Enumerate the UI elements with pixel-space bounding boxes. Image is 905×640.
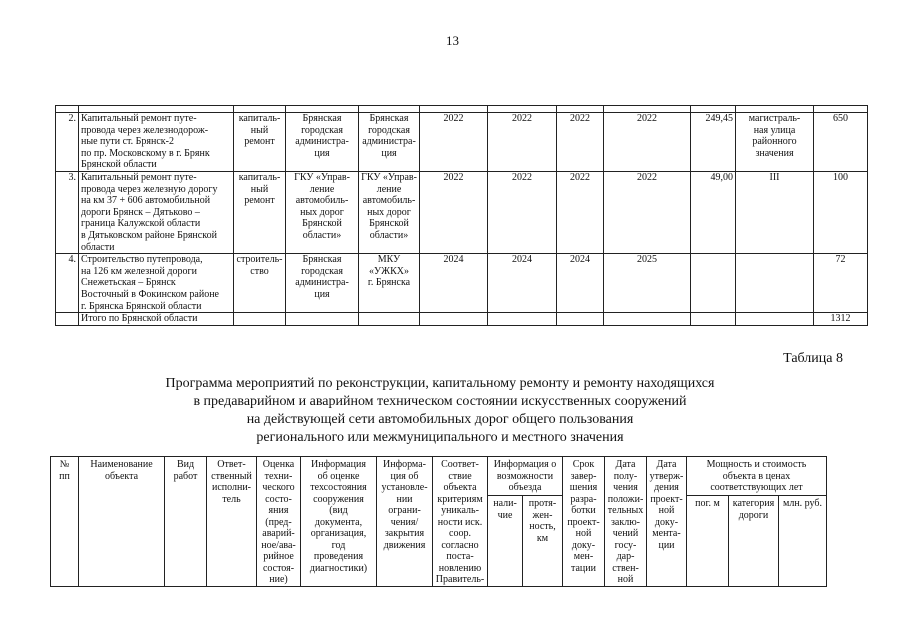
- customer: МКУ «УЖКХ» г. Брянска: [359, 254, 420, 313]
- empty-cell: [79, 106, 234, 113]
- empty-cell: [736, 313, 814, 326]
- year-cell: 2022: [488, 171, 557, 253]
- empty-cell: [691, 313, 736, 326]
- header-design-deadline: Срок завер- шения разра- ботки проект- ной доку- мен- тации: [563, 457, 605, 587]
- program-table: [50, 456, 827, 587]
- header-approval-date: Дата утверж- дения проект- ной доку- мента- ции: [647, 457, 687, 587]
- empty-cell: [56, 313, 79, 326]
- empty-cell: [736, 106, 814, 113]
- work-type: капиталь- ный ремонт: [234, 113, 286, 172]
- year-cell: 2024: [420, 254, 488, 313]
- cost-value: 72: [814, 254, 868, 313]
- cost-value: 650: [814, 113, 868, 172]
- header-bypass-length: протя- жен- ность, км: [523, 496, 563, 587]
- empty-cell: [286, 106, 359, 113]
- header-capacity-length: пог. м: [687, 496, 729, 587]
- length-value: [691, 254, 736, 313]
- header-capacity-category: категория дороги: [729, 496, 779, 587]
- object-name: Строительство путепровода, на 126 км железной дороги Снежетьская – Брянск Восточный в Фокинском районе г. Брянска Брянской области: [79, 254, 234, 313]
- length-value: 249,45: [691, 113, 736, 172]
- empty-cell: [420, 106, 488, 113]
- length-value: 49,00: [691, 171, 736, 253]
- table-caption: Таблица 8: [783, 351, 843, 366]
- empty-cell: [557, 313, 604, 326]
- cost-value: 100: [814, 171, 868, 253]
- header-bypass: Информация о возможности объезда: [488, 457, 563, 496]
- total-label: Итого по Брянской области: [79, 313, 234, 326]
- total-value: 1312: [814, 313, 868, 326]
- heading-line: в предаварийном и аварийном техническом состоянии искусственных сооружений: [193, 394, 687, 409]
- empty-cell: [420, 313, 488, 326]
- objects-table: [55, 105, 868, 326]
- table-row: [56, 113, 868, 172]
- customer: Брянская городская администра- ция: [359, 113, 420, 172]
- empty-cell: [557, 106, 604, 113]
- year-cell: 2022: [488, 113, 557, 172]
- object-name: Капитальный ремонт путе- провода через железнодорож- ные пути ст. Брянск-2 по пр. Московскому в г. Брянк Брянской области: [79, 113, 234, 172]
- responsible-executor: ГКУ «Управ- ление автомобиль- ных дорог Брянской области»: [286, 171, 359, 253]
- table-row: [56, 106, 868, 113]
- empty-cell: [286, 313, 359, 326]
- responsible-executor: Брянская городская администра- ция: [286, 254, 359, 313]
- header-capacity: Мощность и стоимость объекта в ценах соответствующих лет: [687, 457, 827, 496]
- header-work: Вид работ: [165, 457, 207, 587]
- header-expertise-date: Дата полу- чения положи- тельных заклю- чений госу- дар- ствен- ной: [605, 457, 647, 587]
- year-cell: 2024: [488, 254, 557, 313]
- header-inspection-info: Информация об оценке техсостояния сооружения (вид документа, организация, год проведения диагностики): [301, 457, 377, 587]
- year-cell: 2022: [604, 113, 691, 172]
- table-row: [56, 254, 868, 313]
- year-cell: 2025: [604, 254, 691, 313]
- header-capacity-cost: млн. руб.: [779, 496, 827, 587]
- year-cell: 2022: [420, 113, 488, 172]
- empty-cell: [691, 106, 736, 113]
- header-bypass-availability: нали- чие: [488, 496, 523, 587]
- responsible-executor: Брянская городская администра- ция: [286, 113, 359, 172]
- heading-line: на действующей сети автомобильных дорог общего пользования: [246, 412, 634, 427]
- year-cell: 2022: [557, 171, 604, 253]
- header-name: Наименование объекта: [79, 457, 165, 587]
- empty-cell: [359, 106, 420, 113]
- header-restriction: Информа- ция об установле- нии ограни- чения/ закрытия движения: [377, 457, 433, 587]
- empty-cell: [359, 313, 420, 326]
- table-row: [56, 171, 868, 253]
- heading-line: регионального или межмуниципального и местного значения: [256, 430, 624, 445]
- total-row: [56, 313, 868, 326]
- empty-cell: [234, 106, 286, 113]
- object-name: Капитальный ремонт путе- провода через железную дорогу на км 37 + 606 автомобильной дороги Брянск – Дятьково – граница Калужской области в Дятьковском районе Брянской области: [79, 171, 234, 253]
- work-type: капиталь- ный ремонт: [234, 171, 286, 253]
- work-type: строитель- ство: [234, 254, 286, 313]
- empty-cell: [234, 313, 286, 326]
- header-responsible: Ответ- ственный исполни- тель: [207, 457, 257, 587]
- empty-cell: [604, 313, 691, 326]
- page-number: 13: [446, 33, 459, 48]
- header-assessment: Оценка техни- ческого состо- яния (пред- аварий- ное/ава- рийное состоя- ние): [257, 457, 301, 587]
- road-category: III: [736, 171, 814, 253]
- heading-line: Программа мероприятий по реконструкции, капитальному ремонту и ремонту находящихся: [165, 376, 715, 391]
- road-category: магистраль- ная улица районного значения: [736, 113, 814, 172]
- year-cell: 2022: [557, 113, 604, 172]
- year-cell: 2024: [557, 254, 604, 313]
- program-heading: [60, 375, 820, 447]
- road-category: [736, 254, 814, 313]
- empty-cell: [488, 313, 557, 326]
- row-number: 2.: [56, 113, 79, 172]
- empty-cell: [604, 106, 691, 113]
- year-cell: 2022: [420, 171, 488, 253]
- header-num: № пп: [51, 457, 79, 587]
- empty-cell: [56, 106, 79, 113]
- customer: ГКУ «Управ- ление автомобиль- ных дорог Брянской области»: [359, 171, 420, 253]
- empty-cell: [814, 106, 868, 113]
- year-cell: 2022: [604, 171, 691, 253]
- row-number: 3.: [56, 171, 79, 253]
- empty-cell: [488, 106, 557, 113]
- row-number: 4.: [56, 254, 79, 313]
- header-criteria: Соответ- ствие объекта критериям уникаль- ности иск. соор. согласно поста- новлению Правитель-: [433, 457, 488, 587]
